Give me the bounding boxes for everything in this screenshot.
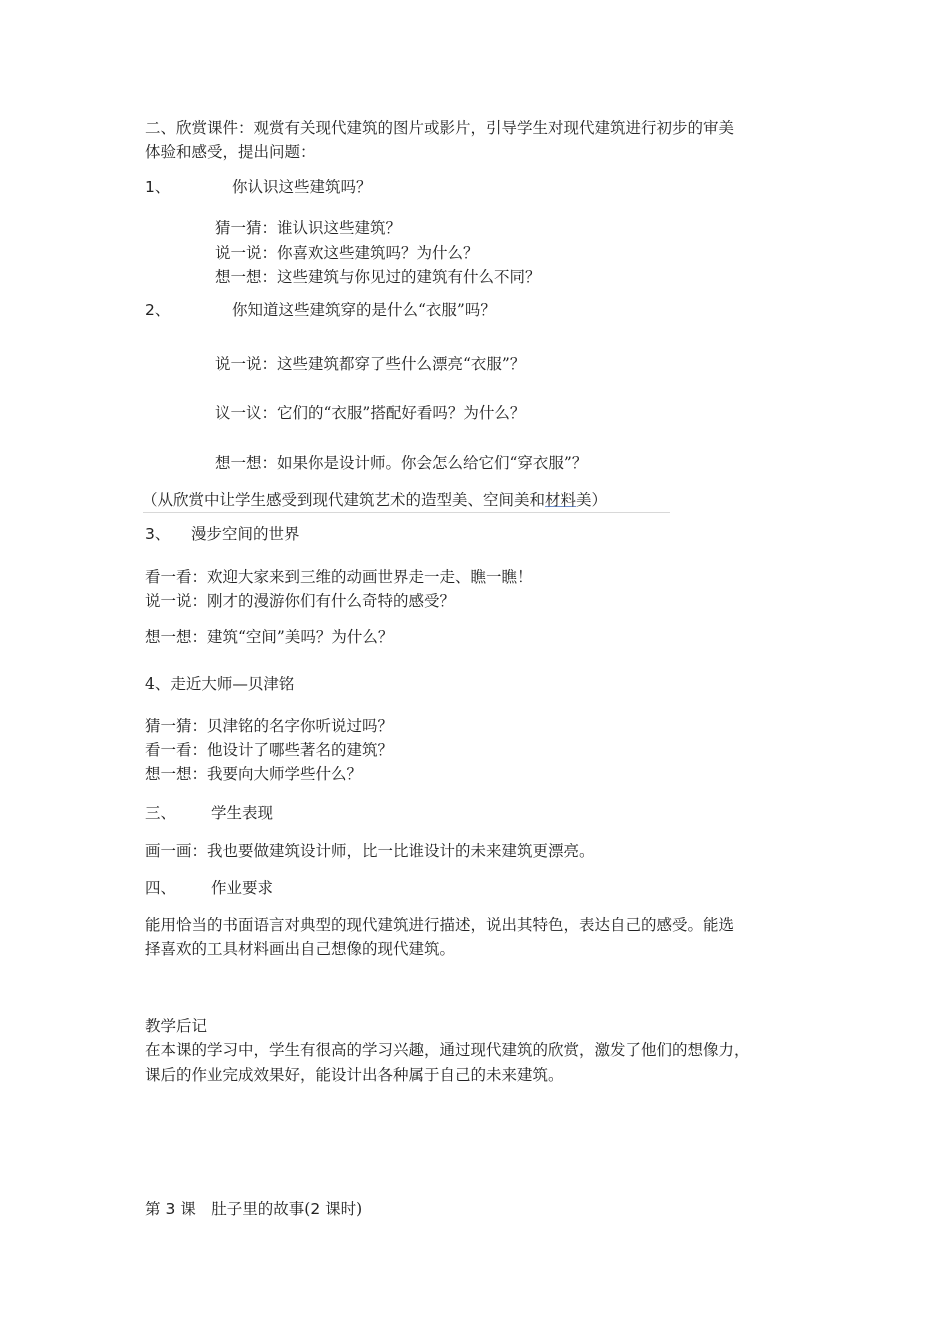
lesson-hours-unit: 课时) [325, 1200, 363, 1218]
lesson-prefix: 第 [145, 1200, 161, 1218]
q1-item: 猜一猜：谁认识这些建筑？ [215, 219, 402, 237]
postscript-line1: 在本课的学习中，学生有很高的学习兴趣，通过现代建筑的欣赏，激发了他们的想像力， [145, 1041, 750, 1059]
q3-title: 漫步空间的世界 [191, 525, 300, 543]
q2-item: 议一议：它们的“衣服”搭配好看吗？为什么？ [215, 404, 526, 422]
section4-body-line2: 择喜欢的工具材料画出自己想像的现代建筑。 [145, 940, 456, 958]
postscript-title: 教学后记 [145, 1017, 208, 1035]
next-lesson-heading [145, 1198, 362, 1220]
q1-item: 说一说：你喜欢这些建筑吗？为什么？ [215, 244, 479, 262]
section3-title: 学生表现 [211, 804, 274, 822]
q1-question: 你认识这些建筑吗？ [232, 178, 372, 196]
q3-number: 3、 [145, 525, 171, 543]
lesson-title: 课 肚子里的故事( [180, 1200, 311, 1218]
lesson-number: 3 [165, 1200, 176, 1218]
q1-item: 想一想：这些建筑与你见过的建筑有什么不同？ [215, 268, 541, 286]
q2-question: 你知道这些建筑穿的是什么“衣服”吗？ [232, 301, 496, 319]
q4-item: 想一想：我要向大师学些什么？ [145, 765, 363, 783]
section4-body-line1: 能用恰当的书面语言对典型的现代建筑进行描述，说出其特色，表达自己的感受。能选 [145, 916, 735, 934]
q3-item: 看一看：欢迎大家来到三维的动画世界走一走、瞧一瞧！ [145, 568, 533, 586]
section3-body: 画一画：我也要做建筑设计师，比一比谁设计的未来建筑更漂亮。 [145, 842, 595, 860]
q3-item: 说一说：刚才的漫游你们有什么奇特的感受？ [145, 592, 456, 610]
section2-line1: 二、欣赏课件：观赏有关现代建筑的图片或影片，引导学生对现代建筑进行初步的审美 [145, 119, 735, 137]
q3-item: 想一想：建筑“空间”美吗？为什么？ [145, 628, 394, 646]
section4-number: 四、 [145, 879, 177, 897]
section3-number: 三、 [145, 804, 177, 822]
q4-item: 猜一猜：贝津铭的名字你听说过吗？ [145, 717, 394, 735]
q2-item: 想一想：如果你是设计师。你会怎么给它们“穿衣服”？ [215, 454, 588, 472]
section2-line2: 体验和感受，提出问题： [145, 143, 316, 161]
q2-number: 2、 [145, 301, 171, 319]
q4-heading: 4、走近大师—贝津铭 [145, 675, 295, 693]
postscript-line2: 课后的作业完成效果好，能设计出各种属于自己的未来建筑。 [145, 1066, 564, 1084]
q2-item: 说一说：这些建筑都穿了些什么漂亮“衣服”？ [215, 355, 526, 373]
summary-text-end: 美） [576, 491, 608, 509]
summary-text: （从欣赏中让学生感受到现代建筑艺术的造型美、空间美和 [142, 491, 546, 509]
divider [143, 512, 670, 513]
q4-item: 看一看：他设计了哪些著名的建筑？ [145, 741, 394, 759]
lesson-hours: 2 [310, 1200, 321, 1218]
summary-underlined-text: 材料 [545, 491, 577, 509]
summary-note [142, 489, 607, 511]
q1-number: 1、 [145, 178, 171, 196]
section4-title: 作业要求 [211, 879, 274, 897]
